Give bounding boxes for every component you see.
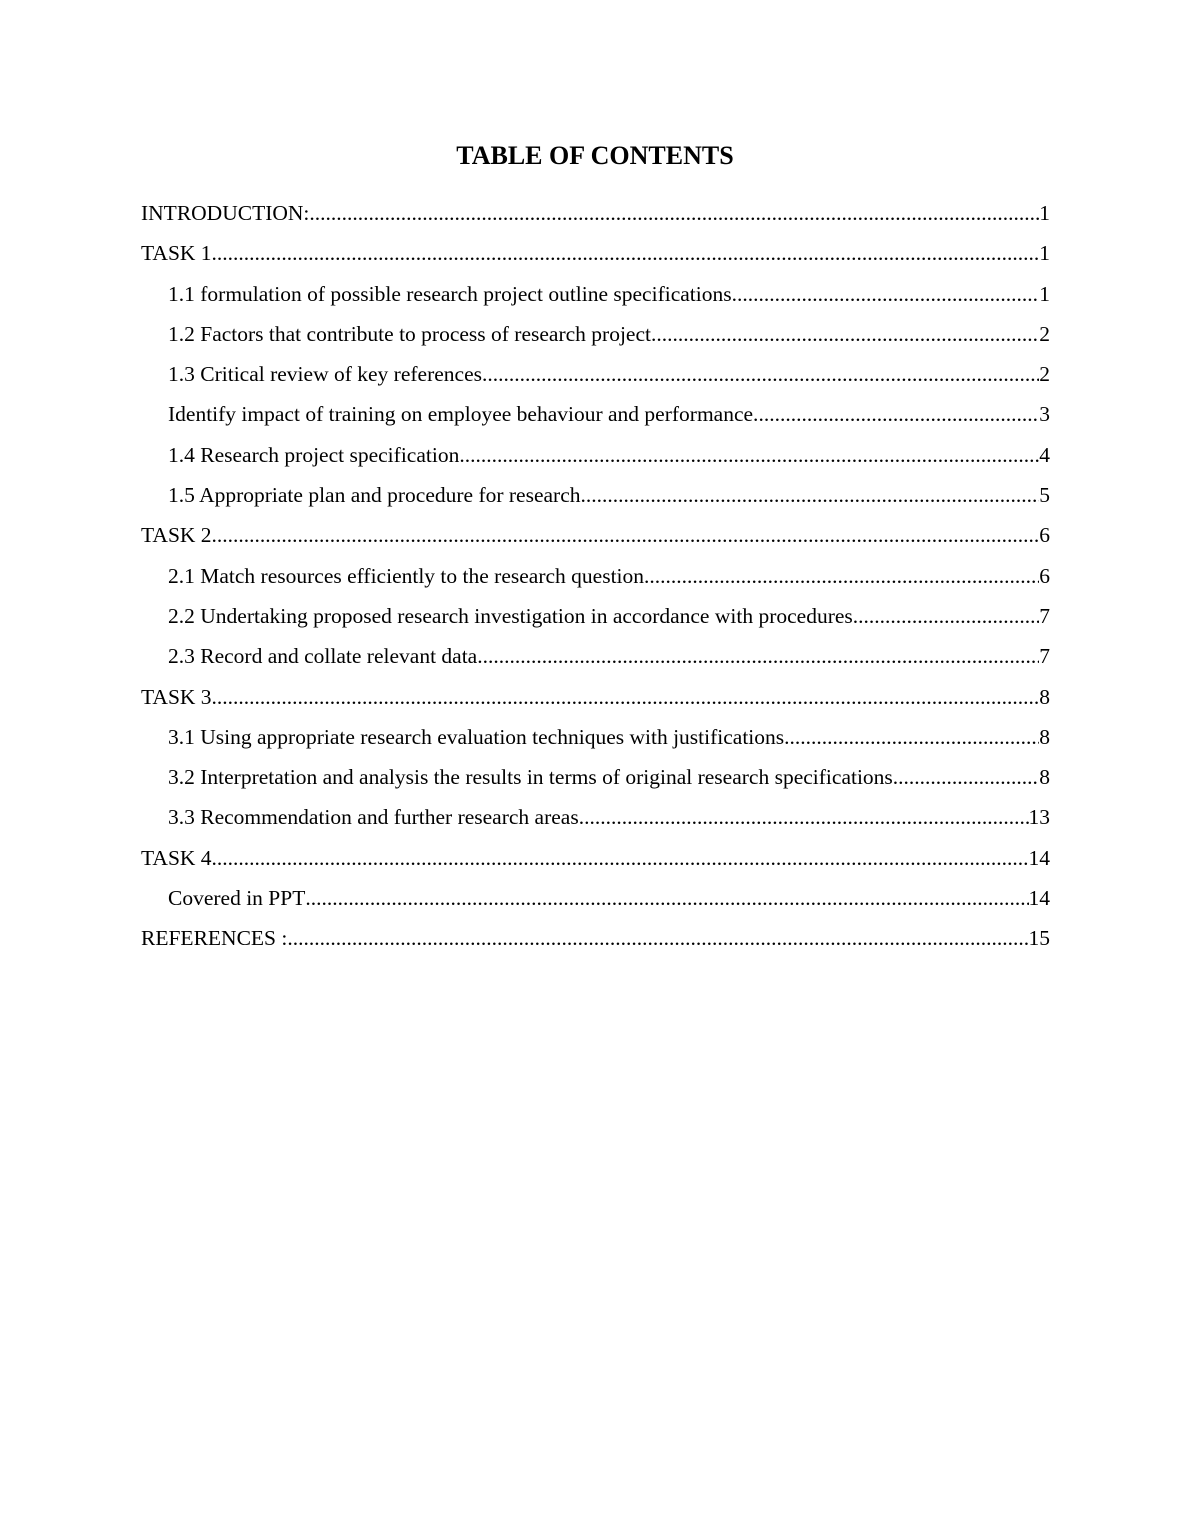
toc-page-number: 1 [1039,281,1050,306]
toc-page-number: 2 [1039,321,1050,346]
table-of-contents [141,197,1050,963]
toc-entry[interactable] [141,761,1050,801]
toc-page-number: 4 [1039,442,1050,467]
toc-dot-leader [758,398,1039,430]
toc-entry-text: TASK 1 [141,241,212,266]
toc-dot-leader [893,761,1039,793]
toc-entry-text: INTRODUCTION: [141,201,310,225]
toc-entry[interactable] [141,237,1050,277]
toc-entry-text: 3.3 Recommendation and further research areas [168,805,579,830]
toc-entry[interactable] [141,681,1050,721]
toc-page-number: 8 [1039,765,1050,790]
toc-entry[interactable] [141,882,1050,922]
toc-dot-leader [644,560,1039,592]
toc-dot-leader [732,278,1040,310]
toc-entry[interactable] [141,600,1050,640]
toc-dot-leader [784,721,1039,753]
toc-entry-text: 1.3 Critical review of key references [168,362,482,387]
toc-entry[interactable] [141,197,1050,237]
toc-entry-text: REFERENCES : [141,926,288,951]
toc-entry-text: TASK 3 [141,684,212,709]
toc-entry-text: 1.4 Research project specification [168,442,460,467]
toc-entry[interactable] [141,519,1050,559]
toc-page-number: 14 [1028,886,1050,911]
toc-entry[interactable] [141,398,1050,438]
toc-entry[interactable] [141,318,1050,358]
toc-page-number: 7 [1039,644,1050,669]
toc-page-number: 13 [1028,805,1050,830]
toc-entry-text: TASK 2 [141,523,212,548]
toc-entry[interactable] [141,640,1050,680]
toc-page-number: 6 [1039,563,1050,588]
toc-dot-leader [581,479,1040,511]
toc-page-number: 14 [1028,845,1050,870]
toc-entry-text: Identify impact of training on employee behaviour and performance. [168,402,759,427]
page-title: TABLE OF CONTENTS [456,141,734,170]
toc-dot-leader [287,922,1028,954]
toc-entry[interactable] [141,358,1050,398]
toc-dot-leader [853,600,1039,632]
toc-dot-leader [459,439,1039,471]
toc-entry[interactable] [141,842,1050,882]
toc-page-number: 8 [1039,724,1050,749]
toc-page-number: 1 [1039,201,1050,225]
toc-entry-text: 3.2 Interpretation and analysis the results in terms of original research specifications [168,765,893,790]
toc-dot-leader [651,318,1039,350]
toc-entry-text: 1.1 formulation of possible research project outline specifications [168,281,732,306]
toc-dot-leader [579,801,1029,833]
toc-dot-leader [212,681,1040,713]
toc-dot-leader [309,197,1039,229]
toc-dot-leader [482,358,1039,390]
toc-entry[interactable] [141,922,1050,962]
toc-entry-text: 2.2 Undertaking proposed research investigation in accordance with procedures [168,603,853,628]
toc-entry-text: 3.1 Using appropriate research evaluation techniques with justifications [168,724,785,749]
toc-page-number: 7 [1039,603,1050,628]
toc-entry[interactable] [141,721,1050,761]
toc-dot-leader [212,842,1029,874]
toc-page-number: 8 [1039,684,1050,709]
toc-dot-leader [305,882,1028,914]
toc-entry[interactable] [141,479,1050,519]
toc-entry-text: 1.2 Factors that contribute to process of research project [168,321,651,346]
toc-entry-text: 2.1 Match resources efficiently to the research question [168,563,645,588]
toc-dot-leader [477,640,1039,672]
toc-entry[interactable] [141,801,1050,841]
toc-page-number: 15 [1028,926,1050,951]
toc-page-number: 1 [1039,241,1050,266]
toc-entry[interactable] [141,278,1050,318]
toc-dot-leader [212,519,1040,551]
toc-entry-text: 1.5 Appropriate plan and procedure for research [168,483,581,508]
toc-page-number: 6 [1039,523,1050,548]
toc-entry[interactable] [141,439,1050,479]
toc-dot-leader [212,237,1040,269]
toc-entry-text: 2.3 Record and collate relevant data [168,644,478,669]
toc-page-number: 3 [1039,402,1050,427]
toc-entry[interactable] [141,560,1050,600]
toc-page-number: 5 [1039,483,1050,508]
toc-entry-text: Covered in PPT [168,886,306,911]
toc-entry-text: TASK 4 [141,845,212,870]
toc-page-number: 2 [1039,362,1050,387]
